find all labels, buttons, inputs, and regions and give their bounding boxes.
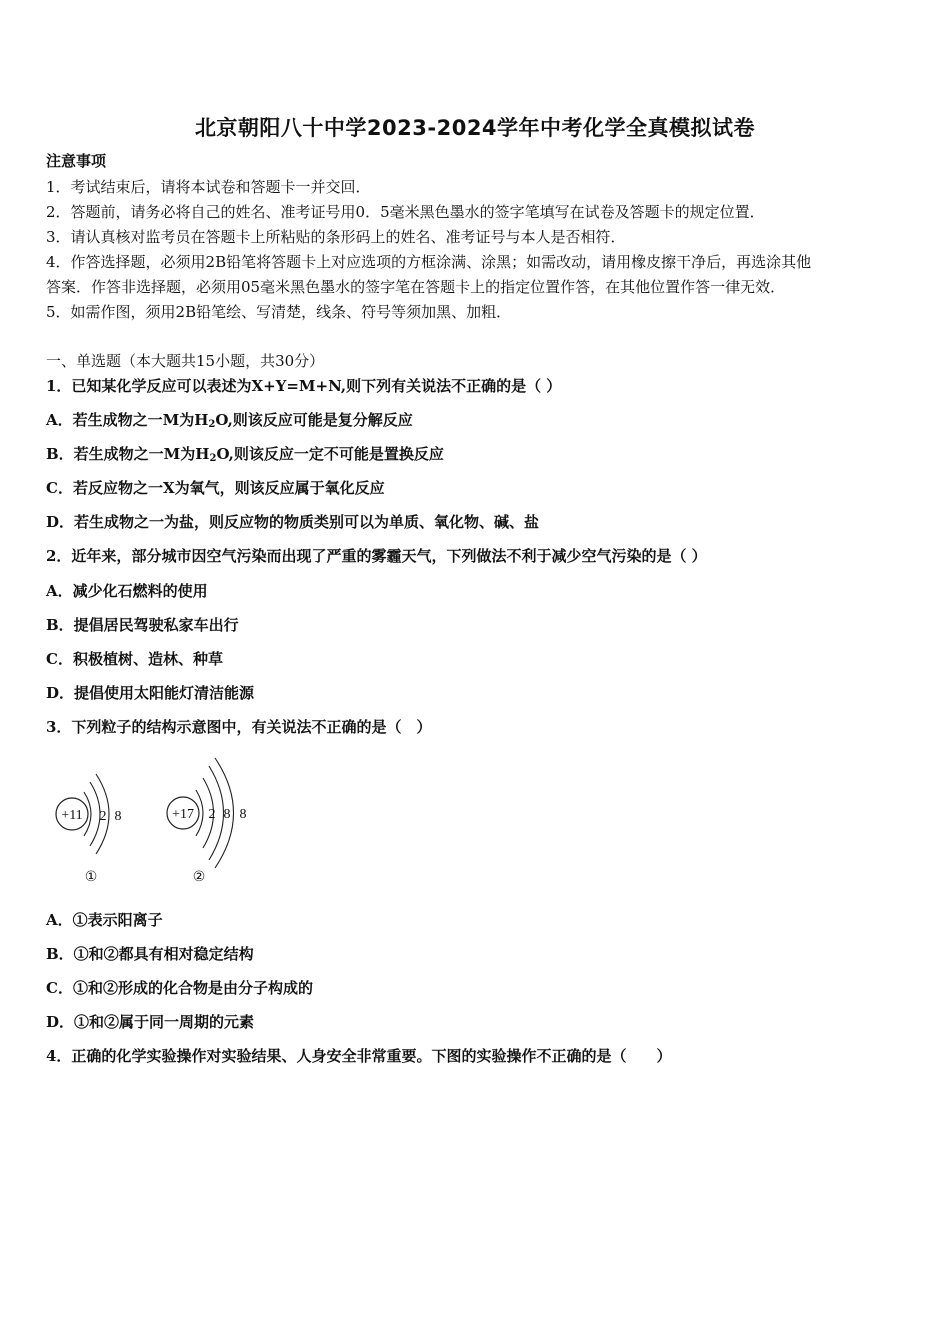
note-item-5: 5．如需作图，须用2B铅笔绘、写清楚，线条、符号等须加黑、加粗． (46, 303, 512, 321)
particle-1-label: ① (84, 869, 98, 885)
section-heading: 一、单选题（本大题共15小题，共30分） (46, 352, 325, 370)
question-1-option-d: D．若生成物之一为盐，则反应物的物质类别可以为单质、氧化物、碱、盐 (46, 513, 540, 531)
particle-1-shell-1-electrons: 2 (99, 809, 107, 824)
note-item-2: 2．答题前，请务必将自己的姓名、准考证号用0．5毫米黑色墨水的签字笔填写在试卷及答题卡的规定位置． (46, 203, 765, 221)
particle-2-shell-1-electrons: 2 (208, 807, 216, 822)
particle-1-nucleus-charge: +11 (61, 808, 83, 823)
note-item-4-cont: 答案．作答非选择题，必须用05毫米黑色墨水的签字笔在答题卡上的指定位置作答，在其他位置作答一律无效． (46, 278, 786, 296)
question-2-stem: 2．近年来，部分城市因空气污染而出现了严重的雾霾天气，下列做法不利于减少空气污染的是（ ） (46, 547, 707, 565)
note-item-3: 3．请认真核对监考员在答题卡上所粘贴的条形码上的姓名、准考证号与本人是否相符． (46, 228, 626, 246)
question-2-option-b: B．提倡居民驾驶私家车出行 (46, 616, 239, 634)
note-item-4: 4．作答选择题，必须用2B铅笔将答题卡上对应选项的方框涂满、涂黑；如需改动，请用橡皮擦干净后，再选涂其他 (46, 253, 812, 271)
page-title: 北京朝阳八十中学2023-2024学年中考化学全真模拟试卷 (194, 116, 756, 140)
question-1-option-a (46, 410, 413, 430)
notes-heading: 注意事项 (46, 152, 107, 170)
atomic-structure-diagram (46, 752, 276, 892)
subscript: 2 (209, 453, 217, 464)
note-item-1: 1．考试结束后，请将本试卷和答题卡一并交回． (46, 178, 371, 196)
particle-2-nucleus-charge: +17 (172, 807, 194, 822)
question-2-option-d: D．提倡使用太阳能灯清洁能源 (46, 684, 255, 702)
question-1-option-b (46, 444, 444, 464)
question-3-option-a: A．①表示阳离子 (46, 911, 163, 929)
particle-2-shell-3-electrons: 8 (239, 807, 247, 822)
particle-2-shell-2-electrons: 8 (223, 807, 231, 822)
question-3-option-b: B．①和②都具有相对稳定结构 (46, 945, 254, 963)
question-4-stem: 4．正确的化学实验操作对实验结果、人身安全非常重要。下图的实验操作不正确的是（ ） (46, 1047, 672, 1065)
particle-2-label: ② (192, 869, 206, 885)
question-3-option-d: D．①和②属于同一周期的元素 (46, 1013, 255, 1031)
question-1-stem: 1．已知某化学反应可以表述为X+Y=M+N,则下列有关说法不正确的是（ ） (46, 377, 562, 395)
particle-2-diagram (167, 758, 247, 885)
subscript: 2 (208, 419, 216, 430)
question-2-option-a: A．减少化石燃料的使用 (46, 582, 208, 600)
option-b-text: B．若生成物之一M为H (46, 445, 210, 463)
question-3-stem: 3．下列粒子的结构示意图中，有关说法不正确的是（ ） (46, 718, 432, 736)
option-b-text-end: O,则该反应一定不可能是置换反应 (216, 445, 444, 463)
question-1-option-c: C．若反应物之一X为氧气，则该反应属于氧化反应 (46, 479, 385, 497)
option-a-text: A．若生成物之一M为H (46, 411, 209, 429)
question-3-option-c: C．①和②形成的化合物是由分子构成的 (46, 979, 313, 997)
particle-1-diagram (56, 774, 122, 885)
option-a-text-end: O,则该反应可能是复分解反应 (215, 411, 413, 429)
question-2-option-c: C．积极植树、造林、种草 (46, 650, 223, 668)
particle-1-shell-2-electrons: 8 (114, 809, 122, 824)
